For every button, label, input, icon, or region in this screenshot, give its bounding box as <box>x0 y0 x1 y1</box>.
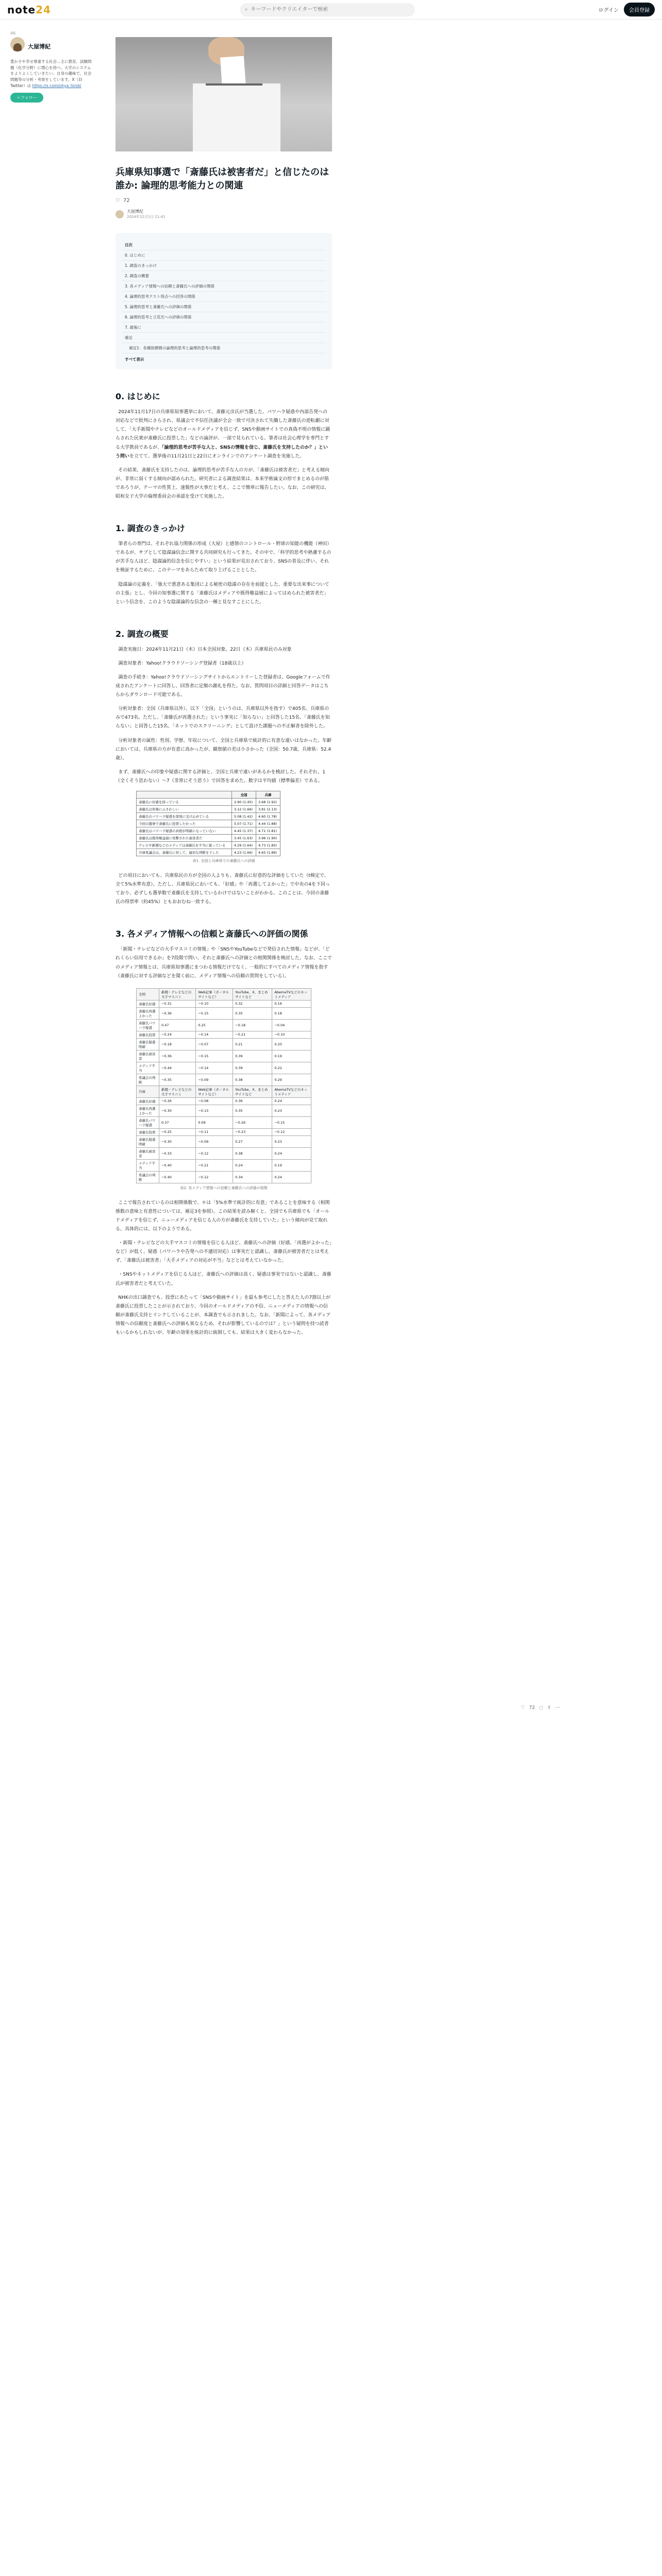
table-1-caption: 表1. 全国と兵庫県での斎藤氏への評価 <box>192 859 255 863</box>
table-cell: 兵庫県議会は、斎藤氏に対して、適切な判断を下した <box>137 849 232 856</box>
table-row <box>137 835 280 842</box>
table-cell: 3.45 (1.63) <box>231 835 256 842</box>
table-cell: メディア不当 <box>137 1062 159 1074</box>
table-cell: −0.09 <box>196 1074 233 1086</box>
table-cell: 4.65 (1.89) <box>256 849 280 856</box>
table-cell: 0.39 <box>233 1062 272 1074</box>
table-row <box>137 813 280 820</box>
toc-item[interactable]: 0. はじめに <box>122 250 326 261</box>
table-cell: 斎藤氏再選よかった <box>137 1007 159 1019</box>
table-header-row <box>137 791 280 799</box>
author-sidebar <box>10 31 93 103</box>
table-cell: 斎藤氏はパワハラ疑惑の真相が明確になっていない <box>137 827 232 835</box>
table-header-cell: 兵庫 <box>137 1086 159 1097</box>
table-cell: 今回の選挙で斎藤氏に投票したかった <box>137 820 232 827</box>
table-cell: 4.60 (1.78) <box>256 813 280 820</box>
table-cell: 0.16 <box>272 1000 311 1007</box>
header-left <box>7 4 51 16</box>
site-header <box>0 0 662 20</box>
author-block <box>10 31 93 52</box>
table-cell: 0.38 <box>233 1147 272 1159</box>
table-cell: 0.22 <box>272 1062 311 1074</box>
toc-item[interactable]: 4. 論理的思考テスト得点への回答の関係 <box>122 292 326 302</box>
paragraph: NHKの出口調査でも、投票にあたって「SNSや動画サイト」を最も参考にしたと答えた人の7割以上が斎藤氏に投票したことが示されており、今回のオールドメディアの不信、ニューメディアの情報への信頼が斎藤氏支持とリンクしていることが、本調査でも示されました。なお、「新聞によって、各メディア情報への信頼度と斎藤氏への評価も異なるため、それが影響しているのでは？」という疑問を持つ読者もいるかもしれないが、年齢の効果を統計的に統制しても、結果は大きく変わらなかった。 <box>115 1295 331 1335</box>
hero-image <box>115 37 332 151</box>
table-cell: −0.21 <box>196 1159 233 1171</box>
table-cell: 4.73 (1.85) <box>256 842 280 849</box>
table-row <box>137 806 280 813</box>
table-cell: 3.81 (2.13) <box>256 806 280 813</box>
table-cell: 0.09 <box>196 1116 233 1128</box>
table-row <box>137 1159 311 1171</box>
table-cell: −0.44 <box>159 1062 195 1074</box>
table-cell: −0.04 <box>272 1019 311 1031</box>
paragraph: まず、斎藤氏への印象や疑惑に関する評価と、全国と兵庫で違いがあるかを検討した。それぞれ、1（全くそう思わない）〜7（非常にそう思う）で回答を求めた。数字は平均値（標準偏差）である。 <box>115 769 325 784</box>
table-cell: 0.24 <box>272 1171 311 1183</box>
paragraph: 陰謀論の定義を、「強大で悪意ある集団による秘密の陰謀の存在を前提とした、重要な出来事についての主張」とし、今回の知事選に関する「斎藤氏はメディアや既得権益層によってはめられた被害者だ」という信念を、このような陰謀論的な信念の一種と見なすことにした。 <box>115 582 329 605</box>
logo-suffix: 24 <box>36 3 51 16</box>
table-cell: 3.96 (1.90) <box>256 835 280 842</box>
table-cell: 斎藤氏被害者 <box>137 1050 159 1062</box>
section-2-title: 2. 調査の概要 <box>115 629 169 639</box>
table-row <box>137 1147 311 1159</box>
article <box>115 37 332 1343</box>
table-row <box>137 1097 311 1105</box>
byline-text <box>127 209 166 219</box>
table-row <box>137 1019 311 1031</box>
ballot-slot <box>206 83 262 86</box>
table-cell: メディア不当 <box>137 1159 159 1171</box>
table-header-cell: 新聞・テレビなどの大手マスコミ <box>159 988 195 1000</box>
table-cell: 0.35 <box>233 1007 272 1019</box>
table-header-cell <box>137 791 232 799</box>
table-cell: −0.24 <box>159 1031 195 1038</box>
table-cell: −0.14 <box>196 1062 233 1074</box>
sidebar-label: 46 <box>10 31 16 36</box>
table-cell: −0.30 <box>159 1136 195 1147</box>
floating-actions <box>521 1705 560 1710</box>
toc-heading: 目次 <box>122 240 326 250</box>
paragraph: 分析対象者：全国（兵庫県以外）、以下「全国」というのは、兵庫県以外を指す）で405名、兵庫県のみで473名。ただし、「斎藤氏が再選された」という事実に「知らない」と回答した15名、「斎藤氏を知らない」と回答した15名、「ネットでのスクリーニング」として設けた課題への不正解者を除外した。 <box>115 706 330 730</box>
table-header-cell: 新聞・テレビなどの大手マスコミ <box>159 1086 195 1097</box>
table-cell: −0.36 <box>159 1050 195 1062</box>
paragraph: 分析対象者の属性：性別、学歴、年収について、全国と兵庫県で統計的に有意な違いはなかった。年齢においては、兵庫県の方が有意に高かったが、観察値の差は小さかった（全国：50.7歳、兵庫県：52.4歳）。 <box>115 738 332 761</box>
table-header-cell: Web記事（ポータルサイトなど） <box>196 1086 233 1097</box>
table-header-cell: 全国 <box>137 988 159 1000</box>
table-header-cell: 兵庫 <box>256 791 280 799</box>
table-cell: 斎藤氏は既得権益層に攻撃された被害者だ <box>137 835 232 842</box>
like-count: 72 <box>123 198 130 204</box>
paragraph: 調査実施日：2024年11月21日（木）日本全国対象。22日（木）兵庫県民のみ対象 <box>118 647 292 652</box>
table-cell: 斎藤氏再選よかった <box>137 1105 159 1116</box>
table-cell: 斎藤氏好感 <box>137 1097 159 1105</box>
table-header-cell: Web記事（ポータルサイトなど） <box>196 988 233 1000</box>
table-cell: 0.24 <box>272 1147 311 1159</box>
table-row <box>137 1128 311 1136</box>
table-row <box>137 1136 311 1147</box>
author-bio-text: 豊かさや幸せ尊重する社会…主に教育、試験問題（化学分野）に関心を持つ。大学のシステムをよりよくしていきたい。自身の趣味で、社会問題等の分析・考察をしています。X（旧Twitter）は <box>10 59 92 88</box>
search-input[interactable] <box>251 7 409 12</box>
paragraph: ・新聞・テレビなどの大手マスコミの情報を信じる人ほど、斎藤氏への評価（好感、「再選がよかった」など）が低く、疑惑（パワハラや告発への不適切対応）は事実だと認識し、斎藤氏が被害者だとは考えず、「斎藤氏は被害者」「大手メディアの対応が不当」などとは考えていなかった。 <box>115 1241 332 1264</box>
like-row <box>115 198 332 204</box>
table-cell: −0.26 <box>233 1116 272 1128</box>
byline-name[interactable]: 大屋博紀 <box>127 209 143 214</box>
table-header-cell: YouTube、X、まとめサイトなど <box>233 988 272 1000</box>
byline-date: 2024年12月1日 21:41 <box>127 215 166 219</box>
author-name[interactable]: 大屋博紀 <box>28 43 51 50</box>
table-cell: 斎藤氏パワハラ疑惑 <box>137 1116 159 1128</box>
table-cell: −0.23 <box>233 1128 272 1136</box>
table-cell: 県議会の判断 <box>137 1074 159 1086</box>
table-cell: 0.19 <box>272 1159 311 1171</box>
table-cell: −0.40 <box>159 1159 195 1171</box>
table-cell: −0.11 <box>196 1128 233 1136</box>
table-row <box>137 820 280 827</box>
author-avatar[interactable] <box>10 37 25 52</box>
table-cell: 0.20 <box>272 1038 311 1050</box>
table-cell: −0.40 <box>159 1171 195 1183</box>
table-cell: −0.12 <box>272 1128 311 1136</box>
table-cell: 0.23 <box>272 1136 311 1147</box>
table-cell: −0.31 <box>159 1000 195 1007</box>
table-cell: 4.71 (1.81) <box>256 827 280 835</box>
table-cell: 0.35 <box>233 1105 272 1116</box>
table-row <box>137 1007 311 1019</box>
table-cell: 0.47 <box>159 1019 195 1031</box>
table-cell: 斎藤氏パワハラ疑惑 <box>137 1019 159 1031</box>
table-row <box>137 1038 311 1050</box>
table-row <box>137 842 280 849</box>
table-row <box>137 1062 311 1074</box>
table-cell: 斎藤氏に好感を持っている <box>137 799 232 806</box>
table-cell: 0.36 <box>233 1097 272 1105</box>
paragraph: 調査対象者：Yahoo!クラウドソーシング登録者（18歳以上） <box>118 660 246 666</box>
table-cell: −0.10 <box>196 1000 233 1007</box>
section-3-title: 3. 各メディア情報への信頼と斎藤氏への評価の関係 <box>115 929 308 939</box>
table-cell: −0.12 <box>196 1147 233 1159</box>
table-cell: 0.18 <box>272 1007 311 1019</box>
table-row <box>137 849 280 856</box>
toc-item[interactable]: 1. 調査のきっかけ <box>122 261 326 271</box>
toc-item[interactable]: 補足1：各種指標間の論理的思考と論理的思考の関係 <box>122 343 326 353</box>
heart-icon[interactable]: ♡ <box>521 1705 525 1710</box>
toc-item[interactable]: 7. 最後に <box>122 323 326 333</box>
table-cell: −0.09 <box>196 1136 233 1147</box>
paragraph: 2024年11月17日の兵庫県知事選挙において、斎藤元彦氏が当選した。パワハラ疑惑や内部告発への対応などで批判にさらされ、県議会で不信任決議が全会一致で可決されて失職した斎藤氏の逆転劇に対して、「大手新聞やテレビなどのオールドメディアを信じず、SNSや動画サイトでの真偽不明の情報に踊らされた民衆が斎藤氏に投票した」などの論評が、一部で見られている。筆者は社会心理学を専門とする大学教員であるが、「論理的思考が苦手な人と、SNSの情報を信じ、斎藤氏を支持したのか？」という問いを立てて、選挙後の11月21日と22日にオンラインでのアンケート調査を実施した。 <box>115 410 330 459</box>
table-cell: テレビや新聞などのメディアは斎藤氏を不当に扱っている <box>137 842 232 849</box>
table-cell: 4.23 (1.66) <box>231 849 256 856</box>
table-cell: −0.07 <box>196 1038 233 1050</box>
comment-icon[interactable]: ◌ <box>539 1705 543 1710</box>
toc-item[interactable]: 2. 調査の概要 <box>122 271 326 281</box>
table-cell: 0.37 <box>159 1116 195 1128</box>
login-link[interactable]: ログイン <box>598 8 619 13</box>
table-row <box>137 1000 311 1007</box>
table-cell: 3.12 (1.66) <box>231 806 256 813</box>
table-row <box>137 799 280 806</box>
table-cell: 0.19 <box>272 1050 311 1062</box>
table-cell: −0.36 <box>159 1007 195 1019</box>
follow-button[interactable]: ＋フォロー <box>10 93 43 103</box>
table-cell: 斎藤氏被害者 <box>137 1147 159 1159</box>
table-cell: 斎藤氏投票 <box>137 1031 159 1038</box>
toc-item[interactable]: 6. 論理的思考と立花氏への評価の関係 <box>122 312 326 323</box>
search-bar[interactable] <box>240 3 415 16</box>
paragraph: 筆者らの専門は、それぞれ協力関係の形成（大屋）と感情のコントロール・野球の知能の機能（神田）であるが、サブとして陰謀論信念に関する共同研究も行ってきた。その中で、「科学的思考や熟慮するのが苦手な人ほど、陰謀論的信念を信じやすい」という結果が見出されており、SNSの普及に伴い、それを検証するために、このテーマをあらためて取り上げることとした。 <box>115 541 332 573</box>
table-cell: 4.44 (1.88) <box>256 820 280 827</box>
table-cell: −0.15 <box>272 1116 311 1128</box>
table-cell: 4.29 (1.64) <box>231 842 256 849</box>
table-cell: −0.15 <box>196 1050 233 1062</box>
table-row <box>137 1050 311 1062</box>
ballot-box <box>193 83 280 151</box>
table-cell: −0.33 <box>159 1147 195 1159</box>
author-bio <box>10 59 93 89</box>
toc-item[interactable]: 補足 <box>122 333 326 343</box>
table-cell: 斎藤氏疑惑明確 <box>137 1136 159 1147</box>
toc-item[interactable]: 3. 各メディア情報への信頼と斎藤氏への評価の関係 <box>122 281 326 292</box>
table-row <box>137 1171 311 1183</box>
table-cell: 0.29 <box>272 1074 311 1086</box>
table-header-cell: AbemaTVなどのネットメディア <box>272 988 311 1000</box>
table-cell: 斎藤氏好感 <box>137 1000 159 1007</box>
table-header-cell: YouTube、X、まとめサイトなど <box>233 1086 272 1097</box>
table-1 <box>136 791 280 856</box>
toc-show-all[interactable]: すべて表示 <box>125 357 144 362</box>
table-cell: 斎藤氏投票 <box>137 1128 159 1136</box>
table-of-contents <box>115 233 332 369</box>
author-bio-link[interactable]: https://x.com/ohya_hiroki <box>32 83 81 88</box>
table-cell: −0.26 <box>159 1097 195 1105</box>
byline <box>115 209 332 219</box>
table-2-caption: 表2. 各メディア情報への信頼と斎藤氏への評価の相関 <box>180 1185 268 1190</box>
paragraph: ・SNSやネットメディアを信じる人ほど、斎藤氏への評価は高く、疑惑は事実ではないと認識し、斎藤氏が被害者だと考えていた。 <box>115 1272 332 1286</box>
table-cell: 2.90 (1.45) <box>231 799 256 806</box>
table-cell: 0.21 <box>233 1038 272 1050</box>
table-2 <box>136 988 311 1183</box>
table-cell: −0.10 <box>272 1031 311 1038</box>
section-0-title: 0. はじめに <box>115 392 160 402</box>
table-cell: 0.24 <box>272 1097 311 1105</box>
table-cell: 5.08 (1.42) <box>231 813 256 820</box>
table-cell: 0.27 <box>233 1136 272 1147</box>
table-header-cell: 全国 <box>231 791 256 799</box>
paragraph: その結果、斎藤氏を支持したのは、論理的思考が苦手な人の方が、「斎藤氏は被害者だ」と考える傾向が、非常に弱くする傾向が認められた。研究者による調査結果は、本来学術論文の形でまとめるのが筋であろうが、テーマの性質上、速報性が大事だと考え、ここで簡単に報告したい。なお、この研究は、昭和女子大学の倫理委員会の承認を受けて実施した。 <box>115 467 329 500</box>
table-cell: 0.25 <box>196 1019 233 1031</box>
table-cell: 0.39 <box>233 1050 272 1062</box>
heart-icon[interactable]: ♡ <box>115 198 120 204</box>
table-cell: 0.38 <box>233 1074 272 1086</box>
table-cell: −0.18 <box>233 1019 272 1031</box>
table-row <box>137 1074 311 1086</box>
table-cell: −0.15 <box>196 1007 233 1019</box>
table-header-cell: AbemaTVなどのネットメディア <box>272 1086 311 1097</box>
paragraph: ここで報告されているのは相関係数で、＊は「5%水準で統計的に有意」であることを意味する（相関係数の意味と有意性については、補足3を参照）。この結果を読み解くと、全国でも兵庫県でも「オールドメディアを信じず、ニューメディアを信じる人の方が斎藤氏を支持していた」という傾向が見て取れる。具体的には、以下のようである。 <box>115 1200 330 1232</box>
toc-item[interactable]: 5. 論理的思考と斎藤氏への評価の関係 <box>122 302 326 312</box>
table-cell: 斎藤氏のパワハラ疑惑を深刻に受け止めている <box>137 813 232 820</box>
section-1-title: 1. 調査のきっかけ <box>115 523 185 534</box>
paragraph: どの項目においても、兵庫県民の方が全国の人よりも、斎藤氏に好意的な評価をしていた（t検定で、全て5%水準有意）。ただし、兵庫県民においても、「好感」や「再選してよかった」で中央の4を下回っており、必ずしも選挙数で斎藤氏を支持しているわけではないことがわかる。このことは、今回の斎藤氏の得票率（約45%）ともおおむね一致する。 <box>115 873 330 905</box>
table-cell: 県議会の判断 <box>137 1171 159 1183</box>
byline-avatar[interactable] <box>115 210 124 218</box>
table-cell: 5.07 (1.71) <box>231 820 256 827</box>
table-cell: −0.30 <box>159 1105 195 1116</box>
table-header-row <box>137 1086 311 1097</box>
table-cell: −0.25 <box>159 1128 195 1136</box>
table-cell: 0.32 <box>233 1000 272 1007</box>
table-header-row <box>137 988 311 1000</box>
table-cell: 3.68 (1.92) <box>256 799 280 806</box>
logo[interactable] <box>7 4 51 16</box>
table-cell: −0.18 <box>159 1038 195 1050</box>
table-row <box>137 827 280 835</box>
table-cell: 0.23 <box>272 1105 311 1116</box>
table-cell: −0.35 <box>159 1074 195 1086</box>
table-cell: −0.08 <box>196 1097 233 1105</box>
article-title: 兵庫県知事選で「斎藤氏は被害者だ」と信じたのは誰か: 論理的思考能力との関連 <box>115 167 329 192</box>
signup-button[interactable]: 会員登録 <box>624 3 655 16</box>
table-cell: −0.21 <box>233 1031 272 1038</box>
table-row <box>137 1105 311 1116</box>
table-cell: 0.24 <box>233 1159 272 1171</box>
table-row <box>137 1031 311 1038</box>
header-right <box>598 3 655 16</box>
table-cell: 0.34 <box>233 1171 272 1183</box>
more-icon[interactable]: ⋯ <box>555 1705 560 1710</box>
table-cell: 4.45 (1.37) <box>231 827 256 835</box>
search-icon: ⌕ <box>244 7 248 12</box>
paragraph: 「新聞・テレビなどの大手マスコミの情報」や「SNSやYouTubeなどで発信された情報」などが、「どれくらい信用できるか」を7段階で問い、それと斎藤氏への評価との相関関係を検討した。なお、ここでのメディア情報とは、兵庫県知事選にまつわる情報だけでなく、一般的にすべてのメディア情報を指す（斎藤氏に対する評価などを聞く前に、メディア情報への信頼の質問をしている）。 <box>115 947 332 979</box>
share-icon[interactable]: ⇪ <box>547 1705 551 1710</box>
table-cell: 斎藤氏は知事にふさわしい <box>137 806 232 813</box>
table-row <box>137 1116 311 1128</box>
table-cell: 斎藤氏疑惑明確 <box>137 1038 159 1050</box>
logo-text: note <box>7 3 36 16</box>
table-cell: −0.13 <box>196 1105 233 1116</box>
table-cell: −0.14 <box>196 1031 233 1038</box>
paragraph: 調査の手続き：Yahoo!クラウドソーシングサイトからエントリーした登録者は、Googleフォームで作成されたアンケートに回答し、回答者に定額の謝礼を得た。なお、質問項目の詳細と回答データはこちらからダウンロード可能である。 <box>115 674 330 698</box>
floating-like-count: 72 <box>529 1705 535 1710</box>
table-cell: −0.12 <box>196 1171 233 1183</box>
